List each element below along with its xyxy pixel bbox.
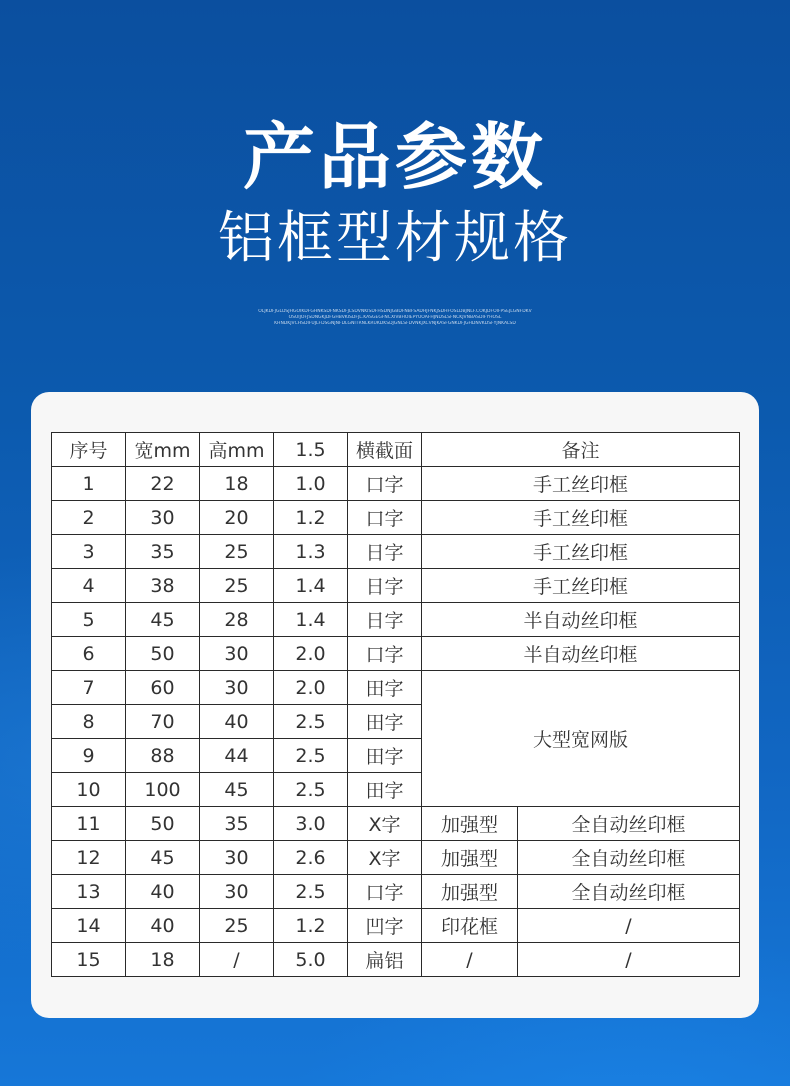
cell-thickness: 2.0 [274,671,348,705]
cell-width: 50 [126,807,200,841]
cell-section: 口字 [348,637,422,671]
fine-print [235,309,555,327]
cell-no: 10 [52,773,126,807]
cell-note: 手工丝印框 [422,535,740,569]
cell-note: 全自动丝印框 [518,807,740,841]
header-cell-section: 横截面 [348,433,422,467]
header-cell-no: 序号 [52,433,126,467]
cell-thickness: 2.5 [274,739,348,773]
cell-note: 全自动丝印框 [518,841,740,875]
cell-height: 30 [200,671,274,705]
table-row [52,467,740,501]
cell-no: 12 [52,841,126,875]
cell-width: 18 [126,943,200,977]
cell-section: X字 [348,841,422,875]
cell-section: 日字 [348,535,422,569]
cell-width: 40 [126,909,200,943]
header-cell-note: 备注 [422,433,740,467]
cell-section: 凹字 [348,909,422,943]
cell-height: 20 [200,501,274,535]
cell-width: 22 [126,467,200,501]
cell-section: 田字 [348,739,422,773]
table-row [52,875,740,909]
table-header-row [52,433,740,467]
cell-note: 半自动丝印框 [422,637,740,671]
cell-width: 70 [126,705,200,739]
cell-thickness: 2.0 [274,637,348,671]
cell-note: 半自动丝印框 [422,603,740,637]
table-row [52,671,740,705]
cell-note: 手工丝印框 [422,569,740,603]
cell-no: 1 [52,467,126,501]
cell-no: 7 [52,671,126,705]
cell-note: 手工丝印框 [422,467,740,501]
cell-thickness: 2.5 [274,773,348,807]
cell-no: 15 [52,943,126,977]
cell-thickness: 1.0 [274,467,348,501]
cell-section: 口字 [348,501,422,535]
cell-no: 8 [52,705,126,739]
cell-no: 14 [52,909,126,943]
table-row [52,603,740,637]
cell-thickness: 2.5 [274,705,348,739]
cell-width: 60 [126,671,200,705]
cell-height: 30 [200,637,274,671]
table-row [52,569,740,603]
cell-type: 加强型 [422,841,518,875]
cell-note: / [518,909,740,943]
spec-table [51,432,740,977]
fine-print-line: OLJKDFJGLDSJHGOIKDFGHNKSDFNKSDFJLSDVNKISDFHSDNJGBDFNBFSADHJFNKJSDHFOSLDBJNLF.COKJDFOIFPSEJLGNFDKV [258,309,532,314]
table-row [52,637,740,671]
cell-width: 50 [126,637,200,671]
cell-type: 印花框 [422,909,518,943]
cell-no: 11 [52,807,126,841]
cell-thickness: 2.5 [274,875,348,909]
cell-thickness: 1.4 [274,603,348,637]
header-cell-width: 宽mm [126,433,200,467]
cell-thickness: 1.3 [274,535,348,569]
cell-type: / [422,943,518,977]
header-cell-thickness: 1.5 [274,433,348,467]
cell-section: 口字 [348,875,422,909]
cell-no: 5 [52,603,126,637]
cell-thickness: 2.6 [274,841,348,875]
cell-thickness: 1.2 [274,909,348,943]
table-row [52,943,740,977]
cell-width: 38 [126,569,200,603]
cell-thickness: 1.2 [274,501,348,535]
cell-thickness: 5.0 [274,943,348,977]
cell-no: 6 [52,637,126,671]
cell-no: 3 [52,535,126,569]
header-cell-height: 高mm [200,433,274,467]
table-row [52,841,740,875]
cell-height: 18 [200,467,274,501]
cell-width: 100 [126,773,200,807]
cell-section: 田字 [348,705,422,739]
cell-note: / [518,943,740,977]
cell-section: 日字 [348,569,422,603]
cell-section: 田字 [348,671,422,705]
cell-width: 45 [126,603,200,637]
cell-width: 35 [126,535,200,569]
cell-type: 加强型 [422,875,518,909]
cell-note-merged: 大型宽网版 [422,671,740,807]
fine-print-line: KHNDKJVCHSDIFUJLFDSGNJNFDLGNITRNLKRUKDKSDJGNLSFDVNKJXCVNJKASFGNKDFJGHDNVKDSFYJNKALSD [274,321,516,326]
cell-section: 口字 [348,467,422,501]
cell-height: 40 [200,705,274,739]
cell-note: 手工丝印框 [422,501,740,535]
fine-print-line: OSUIJOFJSDNGKJDFGHBVKISDFJL.KASGEGFNCXIVBHOIEPYUOAFHJNDSLSFNCKJVNBASDIFYHOSL [288,315,502,320]
cell-no: 13 [52,875,126,909]
cell-section: 扁铝 [348,943,422,977]
cell-height: 28 [200,603,274,637]
page-title: 产品参数 [242,115,547,199]
cell-no: 4 [52,569,126,603]
cell-no: 2 [52,501,126,535]
cell-height: 44 [200,739,274,773]
cell-thickness: 1.4 [274,569,348,603]
page-subtitle: 铝框型材规格 [218,206,572,271]
cell-width: 45 [126,841,200,875]
cell-note: 全自动丝印框 [518,875,740,909]
table-row [52,807,740,841]
cell-height: 30 [200,841,274,875]
cell-height: 25 [200,569,274,603]
cell-width: 30 [126,501,200,535]
cell-height: 35 [200,807,274,841]
cell-width: 88 [126,739,200,773]
cell-no: 9 [52,739,126,773]
cell-width: 40 [126,875,200,909]
cell-height: 45 [200,773,274,807]
table-row [52,909,740,943]
cell-section: 田字 [348,773,422,807]
cell-height: 30 [200,875,274,909]
cell-height: 25 [200,909,274,943]
table-row [52,501,740,535]
cell-height: 25 [200,535,274,569]
cell-thickness: 3.0 [274,807,348,841]
table-row [52,535,740,569]
cell-height: / [200,943,274,977]
cell-section: X字 [348,807,422,841]
cell-type: 加强型 [422,807,518,841]
cell-section: 日字 [348,603,422,637]
